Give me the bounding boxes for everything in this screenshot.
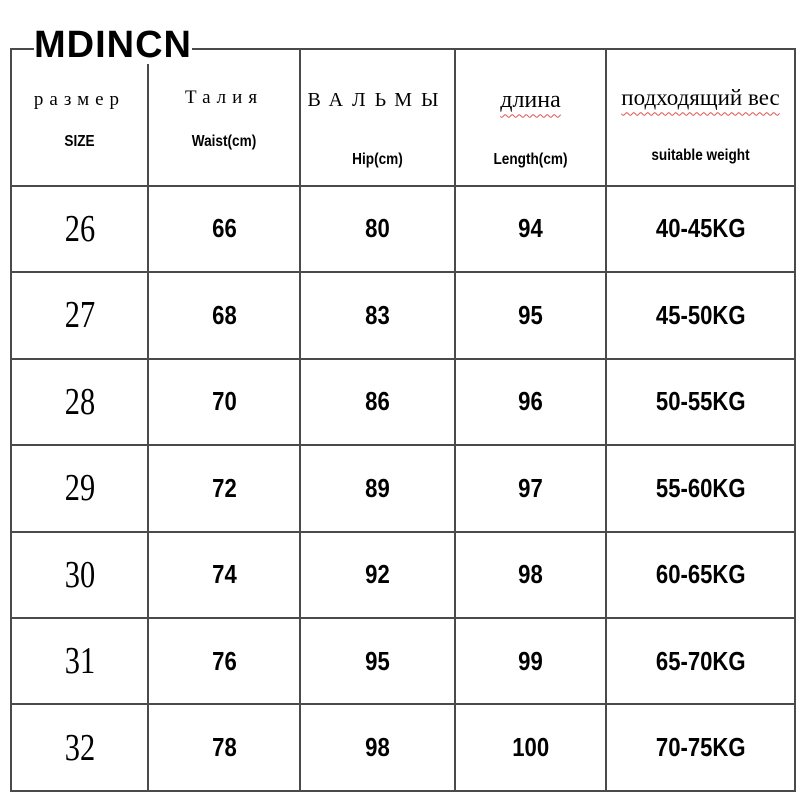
header-waist-en: Waist(cm) (191, 133, 257, 151)
table-row (11, 532, 795, 618)
size-cell: 27 (64, 294, 95, 337)
header-weight (606, 49, 795, 186)
length-cell: 94 (518, 213, 543, 244)
header-length (455, 49, 606, 186)
table-row (11, 445, 795, 531)
header-size-ru: размер (33, 89, 126, 111)
hip-cell: 83 (365, 299, 390, 330)
hip-cell: 98 (365, 732, 390, 763)
header-waist (148, 49, 300, 186)
hip-cell: 89 (365, 472, 390, 503)
header-hip-ru: ВАЛЬМЫ (307, 89, 448, 112)
hip-cell: 86 (365, 386, 390, 417)
waist-cell: 66 (211, 213, 237, 244)
waist-cell: 76 (211, 645, 237, 676)
table-row (11, 359, 795, 445)
length-cell: 96 (518, 386, 543, 417)
weight-cell: 50-55KG (655, 386, 746, 417)
header-hip (300, 49, 455, 186)
header-length-ru: длина (500, 87, 561, 114)
weight-cell: 55-60KG (655, 472, 746, 503)
waist-cell: 68 (211, 299, 237, 330)
size-cell: 32 (64, 726, 95, 769)
header-length-en: Length(cm) (493, 151, 568, 169)
length-cell: 97 (518, 472, 543, 503)
weight-cell: 65-70KG (655, 645, 746, 676)
table-row (11, 704, 795, 791)
length-cell: 99 (518, 645, 543, 676)
weight-cell: 45-50KG (655, 299, 746, 330)
waist-cell: 78 (211, 732, 237, 763)
header-weight-ru: подходящий вес (621, 85, 780, 111)
hip-cell: 80 (365, 213, 390, 244)
weight-cell: 60-65KG (655, 559, 746, 590)
size-cell: 31 (64, 640, 95, 683)
waist-cell: 72 (211, 472, 237, 503)
header-size-en: SIZE (64, 133, 95, 151)
header-row (11, 49, 795, 186)
size-cell: 26 (64, 207, 95, 250)
brand-logo-text: MDINCN (34, 24, 192, 66)
size-cell: 28 (64, 380, 95, 423)
weight-cell: 40-45KG (655, 213, 746, 244)
hip-cell: 95 (365, 645, 390, 676)
size-chart-table (10, 48, 796, 792)
size-cell: 30 (64, 553, 95, 596)
length-cell: 95 (518, 299, 543, 330)
table-row (11, 272, 795, 358)
weight-cell: 70-75KG (655, 732, 746, 763)
table-row (11, 186, 795, 272)
length-cell: 98 (518, 559, 543, 590)
header-size (11, 49, 148, 186)
header-hip-en: Hip(cm) (352, 151, 403, 169)
hip-cell: 92 (365, 559, 390, 590)
header-waist-ru: Талия (184, 87, 264, 109)
waist-cell: 74 (211, 559, 237, 590)
table-row (11, 618, 795, 704)
size-cell: 29 (64, 467, 95, 510)
length-cell: 100 (512, 732, 549, 763)
waist-cell: 70 (211, 386, 237, 417)
header-weight-en: suitable weight (651, 147, 750, 165)
